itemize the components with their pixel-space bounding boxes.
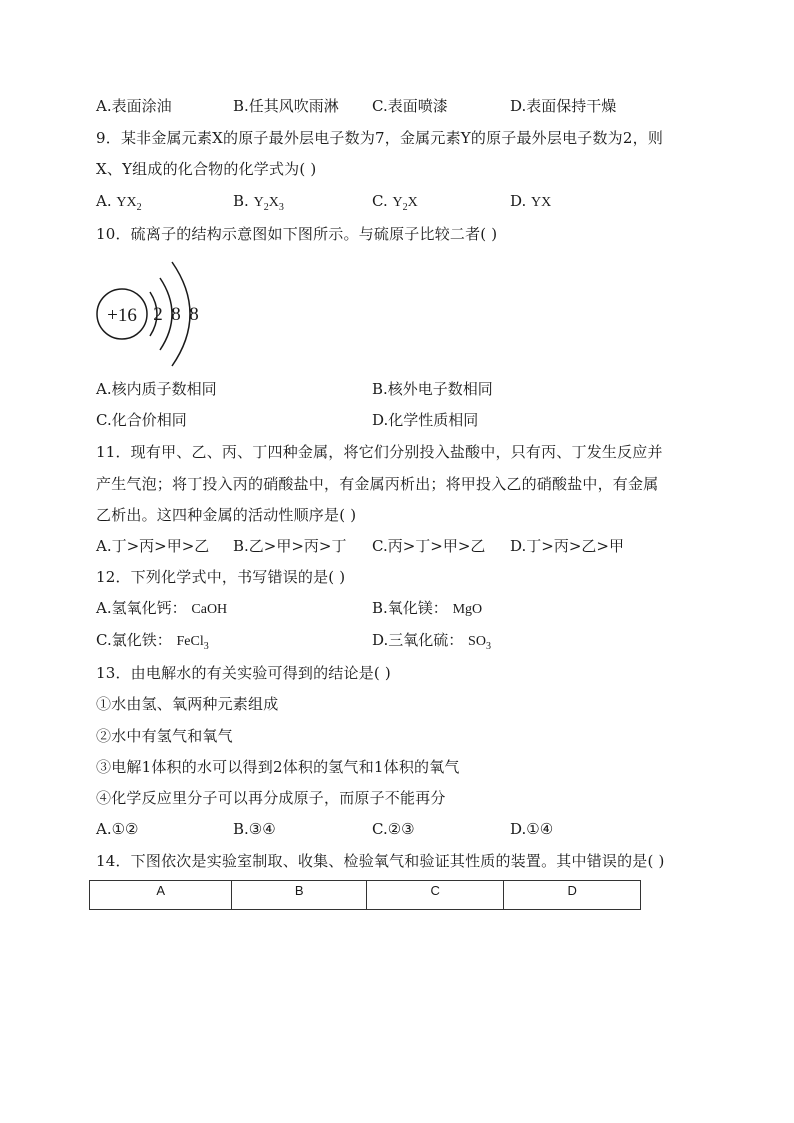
q11-option-a[interactable]: A.丁>丙>甲>乙: [96, 537, 210, 555]
q9-stem-line-1: 9．某非金属元素X的原子最外层电子数为7，金属元素Y的原子最外层电子数为2，则: [96, 129, 664, 147]
q9-option-c[interactable]: [372, 191, 418, 218]
shell-3-electrons: 8: [189, 304, 199, 325]
table-header-c[interactable]: C: [366, 881, 504, 910]
shell-2-electrons: 8: [171, 304, 181, 325]
q13-statement-1: ①水由氢、氧两种元素组成: [96, 695, 279, 713]
q13-statement-2: ②水中有氢气和氧气: [96, 727, 233, 745]
option-label: C.: [372, 192, 388, 210]
option-label: A.: [96, 192, 112, 210]
q12-option-b[interactable]: [372, 598, 482, 620]
sulfur-ion-structure-diagram: [92, 256, 222, 372]
q13-option-a[interactable]: A.①②: [96, 820, 139, 838]
table-row: [90, 881, 641, 910]
option-label: B.: [233, 192, 249, 210]
q13-option-b[interactable]: B.③④: [233, 820, 276, 838]
shell-1-electrons: 2: [153, 304, 163, 325]
option-label: A.氢氧化钙：: [96, 599, 187, 617]
q10-option-b[interactable]: B.核外电子数相同: [372, 380, 493, 398]
q9-option-b[interactable]: [233, 191, 284, 218]
formula: MgO: [452, 602, 483, 617]
q10-option-d[interactable]: D.化学性质相同: [372, 411, 479, 429]
q11-stem-line-2: 产生气泡；将丁投入丙的硝酸盐中，有金属丙析出；将甲投入乙的硝酸盐中，有金属: [96, 475, 659, 493]
option-label: D.三氧化硫：: [372, 631, 464, 649]
formula: $Y_2X_3$: [253, 195, 284, 213]
q11-option-c[interactable]: C.丙>丁>甲>乙: [372, 537, 486, 555]
formula: $Y_2X$: [392, 195, 418, 213]
q9-stem-line-2: X、Y组成的化合物的化学式为( ): [96, 160, 317, 178]
q11-option-d[interactable]: D.丁>丙>乙>甲: [510, 537, 624, 555]
q10-stem: 10．硫离子的结构示意图如下图所示。与硫原子比较二者( ): [96, 225, 498, 243]
formula: CaOH: [191, 602, 228, 617]
table-header-a[interactable]: A: [90, 881, 232, 910]
q11-option-b[interactable]: B.乙>甲>丙>丁: [233, 537, 347, 555]
q10-option-c[interactable]: C.化合价相同: [96, 411, 187, 429]
q14-apparatus-table: [89, 880, 641, 910]
q8-option-b[interactable]: B.任其风吹雨淋: [233, 97, 339, 115]
q12-option-c[interactable]: [96, 630, 209, 657]
q12-option-d[interactable]: [372, 630, 491, 657]
q13-option-c[interactable]: C.②③: [372, 820, 415, 838]
q13-option-d[interactable]: D.①④: [510, 820, 554, 838]
q12-option-a[interactable]: [96, 598, 227, 620]
option-label: D.: [510, 192, 527, 210]
option-label: C.氯化铁：: [96, 631, 172, 649]
q9-option-d[interactable]: [510, 191, 551, 213]
formula: YX: [531, 195, 552, 210]
option-label: B.氧化镁：: [372, 599, 448, 617]
q13-statement-3: ③电解1体积的水可以得到2体积的氢气和1体积的氧气: [96, 758, 460, 776]
q11-stem-line-1: 11．现有甲、乙、丙、丁四种金属，将它们分别投入盐酸中，只有丙、丁发生反应并: [96, 443, 663, 461]
q14-stem: 14．下图依次是实验室制取、收集、检验氧气和验证其性质的装置。其中错误的是( ): [96, 852, 665, 870]
q8-option-a[interactable]: A.表面涂油: [96, 97, 172, 115]
formula: FeCl$_3$: [176, 634, 209, 652]
q9-option-a[interactable]: [96, 191, 142, 218]
table-header-d[interactable]: D: [504, 881, 641, 910]
table-header-b[interactable]: B: [232, 881, 367, 910]
nucleus-charge: +16: [107, 305, 137, 326]
formula: $YX_2$: [116, 195, 142, 213]
q8-option-d[interactable]: D.表面保持干燥: [510, 97, 617, 115]
q10-option-a[interactable]: A.核内质子数相同: [96, 380, 217, 398]
q13-stem: 13．由电解水的有关实验可得到的结论是( ): [96, 664, 391, 682]
formula: $SO_3$: [468, 634, 491, 652]
q12-stem: 12．下列化学式中，书写错误的是( ): [96, 568, 346, 586]
q13-statement-4: ④化学反应里分子可以再分成原子，而原子不能再分: [96, 789, 446, 807]
q8-option-c[interactable]: C.表面喷漆: [372, 97, 448, 115]
q11-stem-line-3: 乙析出。这四种金属的活动性顺序是( ): [96, 506, 357, 524]
